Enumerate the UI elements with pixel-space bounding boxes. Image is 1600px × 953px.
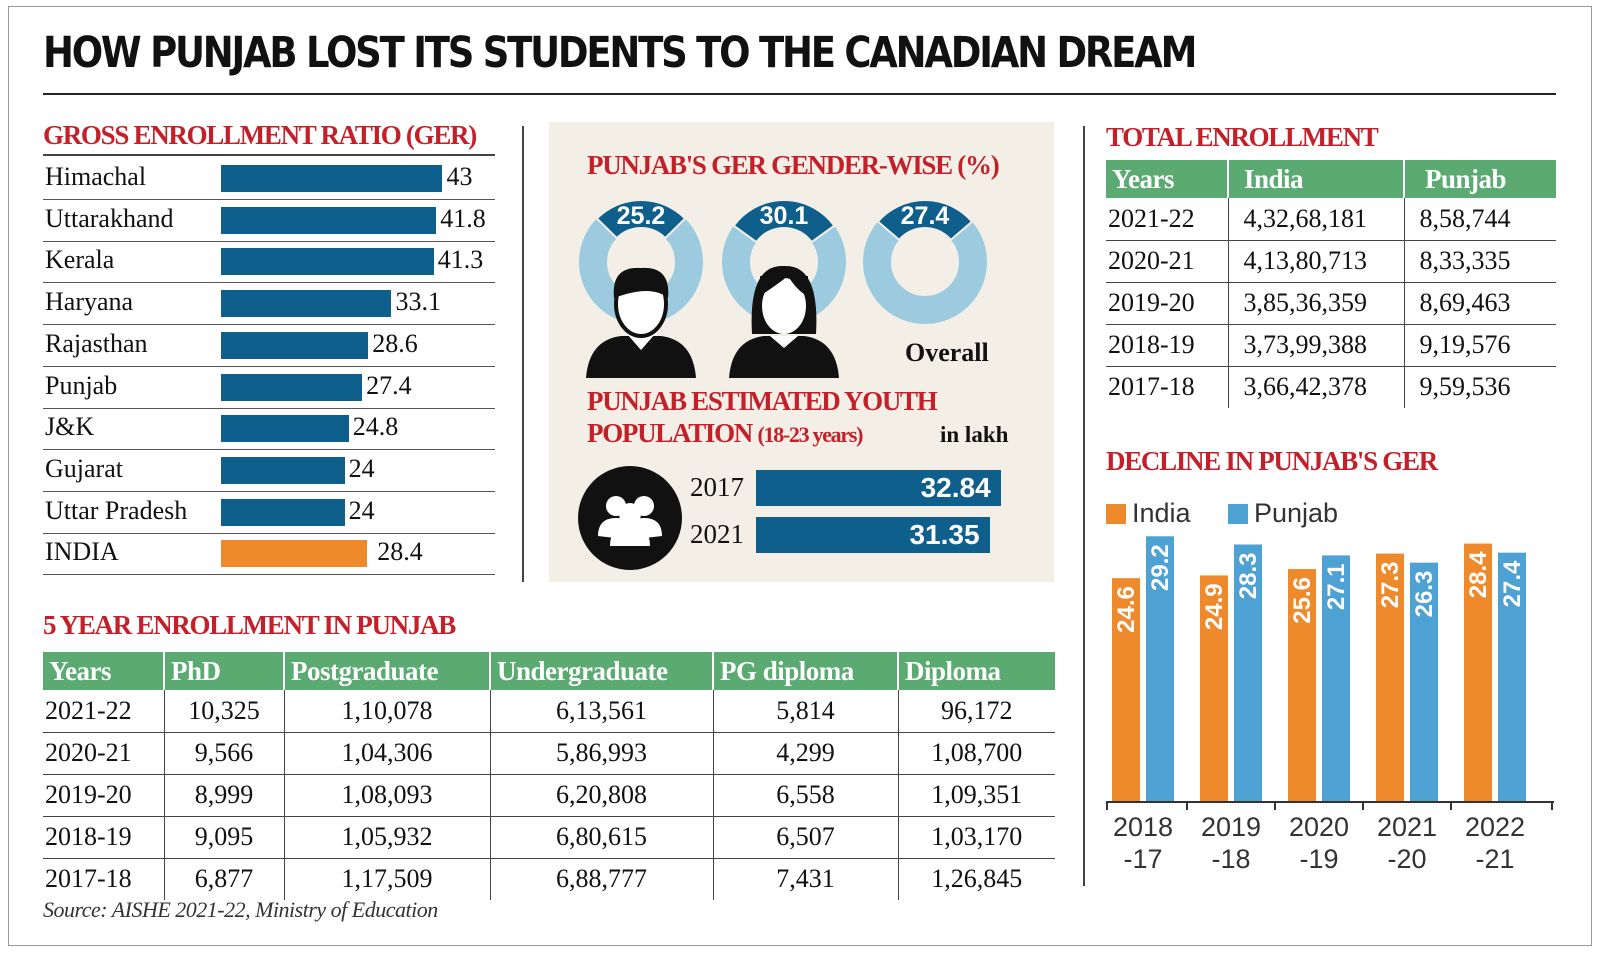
table-cell: 2017-18 [1106, 366, 1228, 408]
ger-state-label: Himachal [45, 162, 147, 191]
decline-x-tick: 2018 [1112, 812, 1174, 842]
table-cell: 8,33,335 [1404, 240, 1556, 282]
table-cell: 1,17,509 [284, 858, 490, 900]
table-cell: 1,03,170 [898, 816, 1055, 858]
ger-state-label: Punjab [45, 370, 118, 400]
ger-value-label: 28.6 [372, 328, 418, 358]
ger-row [43, 158, 495, 200]
youth-title-age: (18-23 years) [757, 422, 863, 447]
gender-ger-title: PUNJAB'S GER GENDER-WISE (%) [587, 150, 999, 180]
col-phd: PhD [164, 652, 284, 690]
donut-value-label: 30.1 [759, 202, 809, 230]
decline-value-label: 27.4 [1499, 560, 1526, 608]
table-cell: 6,20,808 [490, 774, 713, 816]
table-row [43, 816, 1055, 858]
table-cell: 4,32,68,181 [1228, 198, 1404, 240]
ger-bar [221, 457, 345, 484]
page-title: HOW PUNJAB LOST ITS STUDENTS TO THE CANADIAN DREAM [43, 28, 1196, 78]
ger-bar [221, 415, 349, 442]
table-cell: 9,59,536 [1419, 372, 1511, 402]
table-row [43, 732, 1055, 774]
table-cell: 6,507 [713, 816, 898, 858]
table-cell: 1,26,845 [931, 864, 1023, 894]
total-enrollment-title: TOTAL ENROLLMENT [1106, 122, 1378, 152]
decline-x-tick: -20 [1387, 844, 1427, 874]
youth-unit: in lakh [940, 422, 1009, 447]
youth-label-2017: 2017 [690, 472, 744, 502]
table-cell: 6,80,615 [490, 816, 713, 858]
col-diploma: Diploma [898, 652, 1055, 690]
donut-value-label: 25.2 [616, 202, 666, 230]
ger-chart-title: GROSS ENROLLMENT RATIO (GER) [43, 120, 476, 150]
table-cell: 2019-20 [1106, 282, 1228, 324]
ger-state-label: Uttar Pradesh [45, 495, 188, 525]
ger-state-label: Haryana [45, 287, 134, 317]
decline-chart-title: DECLINE IN PUNJAB'S GER [1106, 446, 1437, 476]
table-cell: 9,095 [164, 816, 284, 858]
decline-x-tick: -18 [1211, 844, 1251, 874]
decline-value-label: 27.3 [1377, 561, 1404, 609]
col-pg-diploma: PG diploma [713, 652, 898, 690]
youth-bar-2017: 32.84 [756, 470, 1001, 506]
overall-label: Overall [905, 338, 989, 367]
table-cell: 6,877 [164, 858, 284, 900]
five-year-enrollment-table [43, 652, 1055, 900]
ger-bar [221, 332, 368, 359]
decline-value-label: 24.9 [1201, 583, 1228, 631]
table-row [1106, 198, 1556, 240]
table-cell: 1,09,351 [898, 774, 1055, 816]
youth-title-line1: PUNJAB ESTIMATED YOUTH [587, 386, 937, 416]
decline-x-tick: -17 [1123, 844, 1163, 874]
ger-value-label: 24 [348, 495, 375, 525]
youth-bar-2021: 31.35 [756, 517, 990, 553]
table-cell: 2020-21 [43, 732, 164, 774]
table-row [43, 858, 1055, 900]
ger-value-label: 24 [348, 453, 375, 483]
table-cell: 9,19,576 [1404, 324, 1556, 366]
gender-donut [586, 200, 696, 378]
table-cell: 1,08,700 [898, 732, 1055, 774]
ger-value-label: 43 [446, 162, 473, 191]
source-note: Source: AISHE 2021-22, Ministry of Education [43, 897, 438, 922]
table-cell: 1,05,932 [284, 816, 490, 858]
column-divider-right [1083, 126, 1085, 886]
ger-value-label: 41.3 [437, 245, 484, 275]
table-cell: 96,172 [898, 690, 1055, 732]
youth-title-line2 [587, 418, 862, 449]
title-divider [43, 93, 1556, 95]
decline-value-label: 26.3 [1411, 570, 1438, 618]
ger-state-label: Rajasthan [45, 328, 148, 358]
ger-value-label: 33.1 [395, 287, 441, 317]
col-years: Years [1106, 160, 1228, 198]
decline-x-tick: 2020 [1288, 812, 1350, 842]
decline-value-label: 28.3 [1235, 552, 1262, 600]
ger-row [43, 200, 495, 242]
ger-row [43, 450, 495, 492]
table-cell: 7,431 [713, 858, 898, 900]
legend-punjab [1228, 498, 1338, 529]
ger-row [43, 367, 495, 409]
table-cell: 3,73,99,388 [1228, 324, 1404, 366]
ger-row [43, 241, 495, 283]
decline-x-tick: -19 [1299, 844, 1339, 874]
youth-title-population: POPULATION [587, 418, 753, 448]
ger-value-label: 27.4 [366, 370, 412, 400]
gender-donut [877, 200, 973, 310]
donut-value-label: 27.4 [900, 202, 950, 230]
legend-india-label: India [1132, 498, 1191, 528]
table-cell: 6,88,777 [490, 858, 713, 900]
ger-row [43, 492, 495, 534]
ger-row [43, 408, 495, 450]
ger-row [43, 533, 495, 575]
col-punjab: Punjab [1404, 160, 1556, 198]
table-cell: 1,04,306 [284, 732, 490, 774]
ger-bar [221, 499, 345, 526]
table-cell: 5,814 [713, 690, 898, 732]
table-cell: 2021-22 [1106, 198, 1228, 240]
table-cell: 9,566 [164, 732, 284, 774]
decline-value-label: 29.2 [1147, 544, 1174, 591]
people-group-icon [578, 466, 682, 570]
table-row [43, 690, 1055, 732]
ger-bar [221, 165, 442, 192]
ger-value-label: 28.4 [377, 537, 423, 567]
table-row [43, 774, 1055, 816]
ger-state-label: INDIA [45, 537, 119, 567]
ger-state-label: Kerala [45, 245, 115, 275]
ger-bar [221, 248, 434, 275]
decline-value-label: 25.6 [1289, 577, 1316, 624]
legend-india [1106, 498, 1191, 529]
ger-value-label: 24.8 [352, 412, 399, 442]
decline-x-tick: 2022 [1464, 812, 1526, 842]
table-cell: 2020-21 [1106, 240, 1228, 282]
youth-label-2021: 2021 [690, 519, 744, 549]
decline-value-label: 24.6 [1113, 586, 1140, 633]
ger-bar [221, 540, 367, 567]
table-cell: 2021-22 [43, 690, 164, 732]
total-enrollment-table [1106, 160, 1556, 408]
table-cell: 6,13,561 [490, 690, 713, 732]
col-years: Years [43, 652, 164, 690]
table-row [1106, 324, 1556, 366]
table-cell: 8,999 [164, 774, 284, 816]
ger-bar [221, 290, 391, 317]
ger-title-rule [43, 154, 495, 156]
legend-punjab-label: Punjab [1254, 498, 1339, 528]
col-india: India [1228, 160, 1404, 198]
table-row [1106, 282, 1556, 324]
table-row [1106, 366, 1556, 408]
decline-value-label: 27.1 [1323, 563, 1350, 611]
enrollment-table-title: 5 YEAR ENROLLMENT IN PUNJAB [43, 610, 455, 640]
table-cell: 2017-18 [43, 858, 164, 900]
table-cell: 3,85,36,359 [1228, 282, 1404, 324]
decline-x-tick: -21 [1475, 844, 1515, 874]
table-cell: 3,66,42,378 [1228, 366, 1404, 408]
table-cell: 6,558 [713, 774, 898, 816]
ger-bar [221, 374, 362, 401]
table-cell: 4,299 [713, 732, 898, 774]
table-cell: 8,58,744 [1404, 198, 1556, 240]
table-cell: 10,325 [164, 690, 284, 732]
col-postgraduate: Postgraduate [284, 652, 490, 690]
table-cell: 4,13,80,713 [1228, 240, 1404, 282]
ger-state-label: J&K [45, 412, 95, 442]
ger-state-label: Gujarat [45, 453, 123, 483]
decline-x-tick: 2021 [1376, 812, 1438, 842]
ger-bar [221, 207, 436, 234]
ger-state-label: Uttarakhand [45, 203, 174, 233]
table-cell: 5,86,993 [490, 732, 713, 774]
ger-row [43, 283, 495, 325]
col-undergraduate: Undergraduate [490, 652, 713, 690]
gender-donut [729, 200, 839, 378]
decline-chart [1106, 530, 1561, 900]
ger-value-label: 41.8 [440, 203, 486, 233]
table-cell: 1,10,078 [284, 690, 490, 732]
ger-row [43, 325, 495, 367]
table-cell: 2019-20 [43, 774, 164, 816]
table-cell: 8,69,463 [1404, 282, 1556, 324]
column-divider-left [522, 126, 524, 582]
decline-value-label: 28.4 [1465, 551, 1492, 599]
decline-x-tick: 2019 [1200, 812, 1262, 842]
table-row [1106, 240, 1556, 282]
table-cell: 2018-19 [43, 816, 164, 858]
table-cell: 1,08,093 [284, 774, 490, 816]
table-cell: 2018-19 [1106, 324, 1228, 366]
